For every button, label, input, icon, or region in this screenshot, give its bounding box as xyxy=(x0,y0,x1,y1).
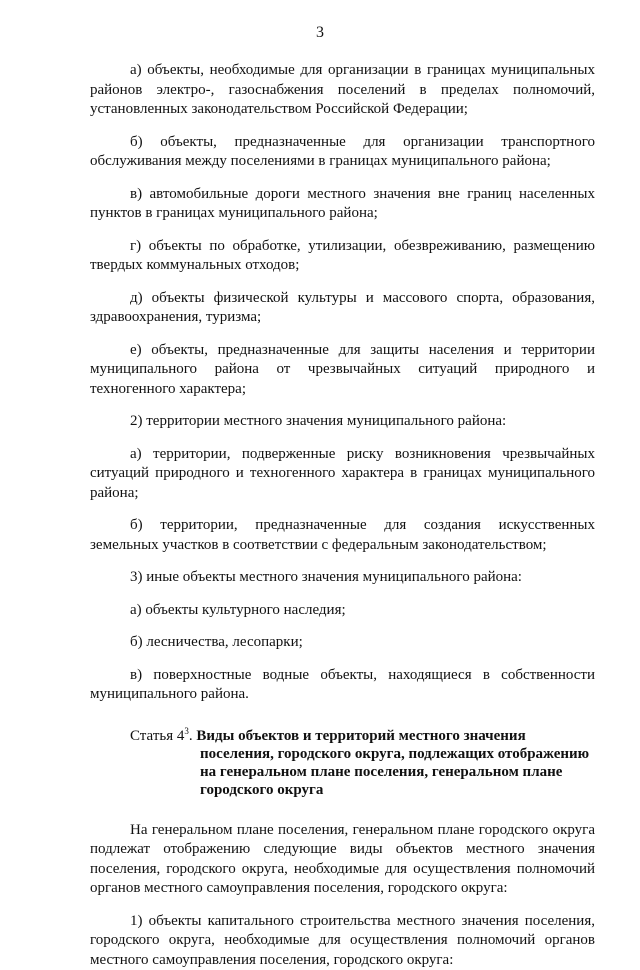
paragraph: е) объекты, предназначенные для защиты населения и территории муниципального района от чрезвычайных ситуаций природного и техногенного характера; xyxy=(90,341,595,400)
paragraph: а) объекты, необходимые для организации в границах муниципальных районов электро-, газоснабжения поселений в пределах полномочий, установленных законодательством Российской Федерации; xyxy=(90,61,595,120)
paragraph: 3) иные объекты местного значения муниципального района: xyxy=(90,568,595,588)
document-body xyxy=(90,61,595,970)
paragraph: б) объекты, предназначенные для организации транспортного обслуживания между поселениями в границах муниципального района; xyxy=(90,133,595,172)
paragraph: в) автомобильные дороги местного значения вне границ населенных пунктов в границах муниципального района; xyxy=(90,185,595,224)
paragraph: 2) территории местного значения муниципального района: xyxy=(90,412,595,432)
article-label: Статья $4^3$. xyxy=(130,728,196,744)
article-title: Виды объектов и территорий местного значения поселения, городского округа, подлежащих отображению на генеральном плане поселения, генеральном плане городского округа xyxy=(196,728,589,798)
paragraph: д) объекты физической культуры и массового спорта, образования, здравоохранения, туризма; xyxy=(90,289,595,328)
article-superscript: 3 xyxy=(184,726,189,736)
paragraph: а) территории, подверженные риску возникновения чрезвычайных ситуаций природного и техногенного характера в границах муниципального района; xyxy=(90,445,595,504)
paragraph: 1) объекты капитального строительства местного значения поселения, городского округа, необходимые для осуществления полномочий органов местного самоуправления поселения, городского округа: xyxy=(90,912,595,970)
paragraph: в) поверхностные водные объекты, находящиеся в собственности муниципального района. xyxy=(90,666,595,705)
article-heading xyxy=(90,727,595,799)
paragraph: б) лесничества, лесопарки; xyxy=(90,633,595,653)
page-number: 3 xyxy=(0,24,640,42)
paragraph: а) объекты культурного наследия; xyxy=(90,601,595,621)
paragraph: г) объекты по обработке, утилизации, обезвреживанию, размещению твердых коммунальных отходов; xyxy=(90,237,595,276)
paragraph: б) территории, предназначенные для создания искусственных земельных участков в соответствии с федеральным законодательством; xyxy=(90,516,595,555)
paragraph: На генеральном плане поселения, генеральном плане городского округа подлежат отображению следующие виды объектов местного значения поселения, городского округа, необходимые для осуществления полномочий органов местного самоуправления поселения, городского округа: xyxy=(90,821,595,899)
